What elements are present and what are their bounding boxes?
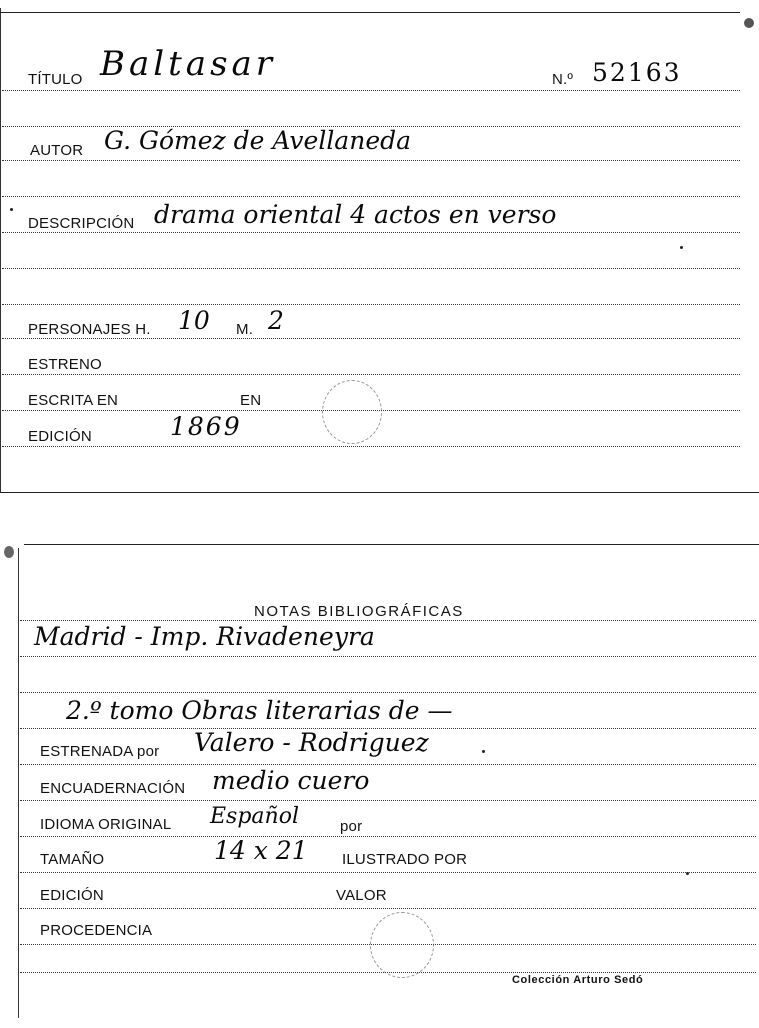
catalog-card-front <box>0 0 759 493</box>
ruled-line <box>20 908 756 909</box>
ruled-line <box>2 446 740 447</box>
ruled-line <box>20 620 756 621</box>
ilustrado-label: ILUSTRADO POR <box>342 851 468 868</box>
en-label: EN <box>240 392 262 409</box>
ruled-line <box>2 196 740 197</box>
numero-label: N.º <box>552 71 574 88</box>
escrita-en-label: ESCRITA EN <box>28 392 119 409</box>
card-top-border <box>0 12 740 13</box>
card-edge <box>18 548 19 1018</box>
ruled-line <box>2 338 740 339</box>
ruled-line <box>20 872 756 873</box>
estrenada-label: ESTRENADA por <box>40 743 160 760</box>
note-line-1: Madrid - Imp. Rivadeneyra <box>34 622 375 651</box>
ink-speck <box>686 872 689 875</box>
ruled-line <box>2 304 740 305</box>
notas-heading: NOTAS BIBLIOGRÁFICAS <box>254 603 464 620</box>
tamano-value: 14 x 21 <box>214 836 308 865</box>
valor-label: VALOR <box>336 887 387 904</box>
corner-wear-mark <box>4 546 14 558</box>
personajes-m-label: M. <box>236 321 254 338</box>
card-edge <box>0 8 1 492</box>
personajes-h-value: 10 <box>178 306 210 335</box>
ruled-line <box>2 160 740 161</box>
descripcion-label: DESCRIPCIÓN <box>28 215 135 232</box>
estrenada-value: Valero - Rodriguez <box>194 728 429 757</box>
autor-label: AUTOR <box>30 142 84 159</box>
personajes-m-value: 2 <box>268 306 284 335</box>
idioma-value: Español <box>210 804 299 829</box>
ruled-line <box>2 90 740 91</box>
titulo-label: TÍTULO <box>28 71 83 88</box>
idioma-label: IDIOMA ORIGINAL <box>40 816 172 833</box>
ruled-line <box>20 836 756 837</box>
procedencia-label: PROCEDENCIA <box>40 922 153 939</box>
encuadernacion-label: ENCUADERNACIÓN <box>40 780 186 797</box>
catalog-card-back <box>18 540 759 1028</box>
personajes-label: PERSONAJES H. <box>28 321 151 338</box>
ruled-line <box>2 374 740 375</box>
autor-value: G. Gómez de Avellaneda <box>104 126 412 155</box>
card-top-border <box>24 544 759 545</box>
punch-hole-mark <box>322 380 382 444</box>
tamano-label: TAMAÑO <box>40 851 105 868</box>
ink-speck <box>680 246 683 249</box>
corner-wear-mark <box>744 18 754 28</box>
back-edicion-label: EDICIÓN <box>40 887 104 904</box>
por-label: por <box>340 818 363 835</box>
coleccion-stamp: Colección Arturo Sedó <box>512 974 644 986</box>
ink-speck <box>10 208 13 211</box>
edicion-value: 1869 <box>170 412 242 441</box>
edicion-label: EDICIÓN <box>28 428 92 445</box>
ruled-line <box>20 764 756 765</box>
punch-hole-mark <box>370 912 434 978</box>
estreno-label: ESTRENO <box>28 356 102 373</box>
ruled-line <box>20 656 756 657</box>
ink-speck <box>482 750 485 753</box>
titulo-value: Baltasar <box>100 44 277 84</box>
note-line-2: 2.º tomo Obras literarias de — <box>66 696 453 725</box>
numero-value: 52163 <box>592 58 682 87</box>
descripcion-value: drama oriental 4 actos en verso <box>154 200 557 229</box>
ruled-line <box>20 692 756 693</box>
ruled-line <box>20 800 756 801</box>
ruled-line <box>2 232 740 233</box>
ruled-line <box>2 268 740 269</box>
encuadernacion-value: medio cuero <box>212 766 370 795</box>
